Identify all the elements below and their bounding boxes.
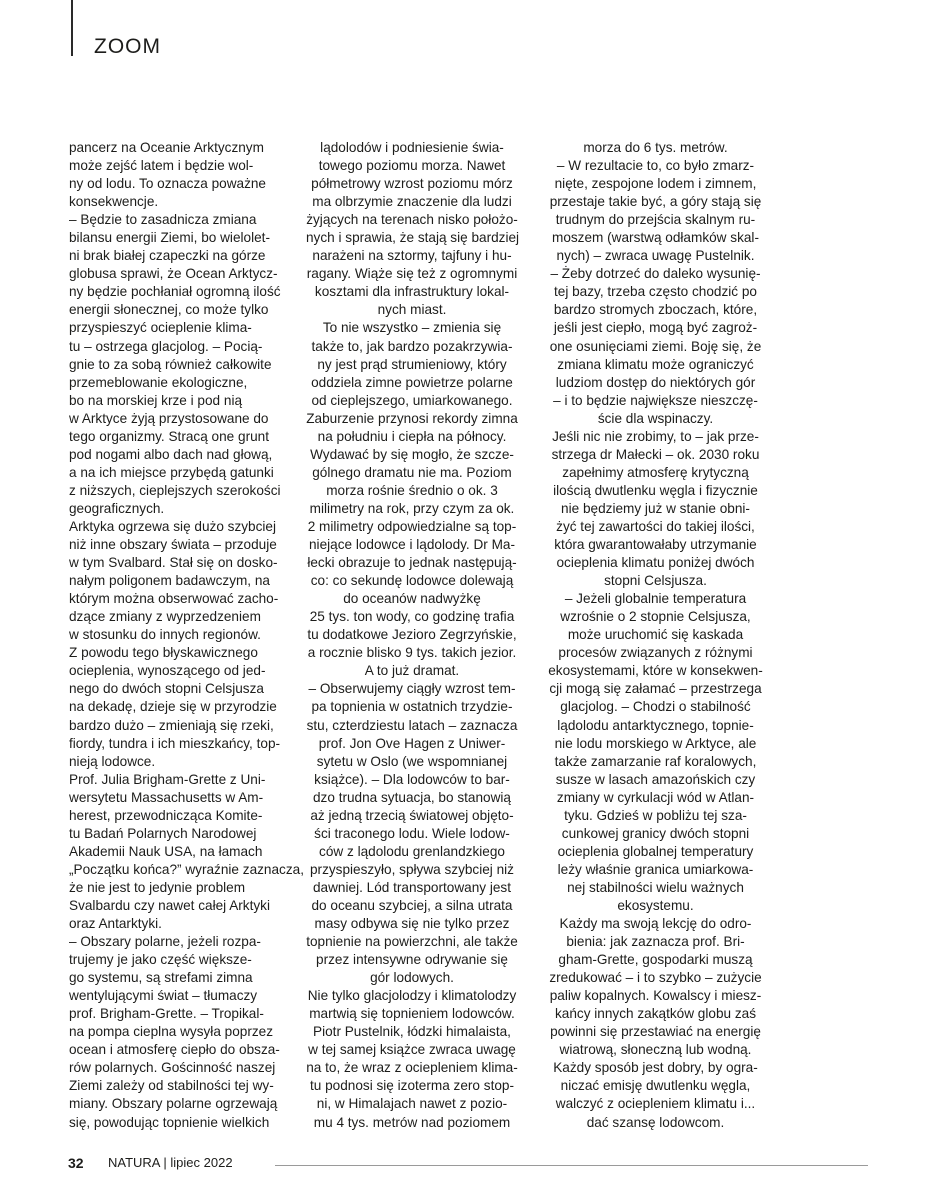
- text-line: zredukować – i to szybko – zużycie: [549, 970, 762, 986]
- text-line: Nie tylko glacjolodzy i klimatolodzy: [307, 988, 517, 1004]
- text-line: ny będzie pochłaniał ogromną ilość: [69, 284, 281, 300]
- text-line: Z powodu tego błyskawicznego: [69, 645, 258, 661]
- text-line: która gwarantowałaby utrzymanie: [554, 537, 757, 553]
- text-line: ni brak białej czapeczki na górze: [69, 248, 266, 264]
- text-line: masy odbywa się nie tylko przez: [314, 916, 510, 932]
- text-line: ni, w Himalajach nawet z pozio-: [316, 1096, 508, 1112]
- text-line: Arktyka ogrzewa się dużo szybciej: [69, 518, 277, 534]
- text-line: Svalbardu czy nawet całej Arktyki: [69, 897, 270, 913]
- text-line: stopni Celsjusza.: [604, 573, 707, 589]
- text-line: tego organizmy. Stracą one grunt: [69, 428, 269, 444]
- text-line: nie lodu morskiego w Arktyce, ale: [554, 735, 757, 751]
- text-line: – Obserwujemy ciągły wzrost tem-: [308, 681, 516, 697]
- text-line: sytetu w Oslo (we wspomnianej: [316, 753, 508, 769]
- text-line: milimetry na rok, przy czym za ok.: [309, 500, 515, 516]
- text-line: tyku. Gdzieś w pobliżu tej sza-: [564, 807, 747, 823]
- text-line: na pompa cieplna wysyła poprzez: [69, 1024, 274, 1040]
- text-line: procesów związanych z różnymi: [558, 645, 753, 661]
- text-line: narażeni na sztormy, tajfuny i hu-: [312, 248, 512, 264]
- text-line: geograficznych.: [69, 500, 165, 516]
- text-line: także to, jak bardzo pozakrzywia-: [311, 338, 513, 354]
- text-line: wiatrową, słoneczną lub wodną.: [559, 1042, 752, 1058]
- text-line: dzo trudna sytuacja, bo stanowią: [313, 789, 511, 805]
- text-line: może uruchomić się kaskada: [567, 627, 744, 643]
- footer-credit: [108, 1155, 233, 1170]
- text-line: ilością dwutlenku węgla i fizycznie: [553, 482, 758, 498]
- text-line: ocieplenia globalnej temperatury: [557, 843, 754, 859]
- text-line: oraz Antarktyki.: [69, 916, 162, 932]
- text-line: a na ich miejsce przybędą gatunki: [69, 464, 274, 480]
- text-line: prof. Jon Ove Hagen z Uniwer-: [318, 735, 506, 751]
- text-line: moszem (warstwą odłamków skal-: [552, 230, 759, 246]
- text-line: z niższych, cieplejszych szerokości: [69, 482, 281, 498]
- text-line: powinni się przestawiać na energię: [550, 1024, 761, 1040]
- text-line: one osunięciami ziemi. Boję się, że: [549, 338, 762, 354]
- text-line: ny od lodu. To oznacza poważne: [69, 176, 266, 192]
- text-line: tu dodatkowe Jezioro Zegrzyńskie,: [307, 627, 517, 643]
- text-line: oddziela zimne powietrze polarne: [311, 374, 513, 390]
- text-line: wersytetu Massachusetts w Am-: [69, 789, 264, 805]
- text-line: książce). – Dla lodowców to bar-: [314, 771, 510, 787]
- text-line: trudnym do przejścia skalnym ru-: [555, 212, 756, 228]
- text-line: ocieplenia klimatu poniżej dwóch: [556, 555, 755, 571]
- text-line: stu, czterdziestu latach – zaznacza: [306, 717, 518, 733]
- text-line: ragany. Wiąże się też z ogromnymi: [306, 266, 518, 282]
- text-line: miany. Obszary polarne ogrzewają: [69, 1096, 278, 1112]
- page-number: 32: [68, 1155, 84, 1171]
- text-line: ludziom dostęp do niektórych gór: [555, 374, 756, 390]
- footer-rule: [275, 1165, 868, 1166]
- text-line: przemeblowanie ekologiczne,: [69, 374, 248, 390]
- text-line: tej bazy, trzeba często chodzić po: [553, 284, 757, 300]
- text-line: – W rezultacie to, co było zmarz-: [556, 158, 755, 174]
- text-line: pa topnienia w ostatnich trzydzie-: [311, 699, 513, 715]
- text-line: rów polarnych. Gościnność naszej: [69, 1060, 276, 1076]
- text-line: Każdy sposób jest dobry, by ogra-: [553, 1060, 758, 1076]
- text-line: A to już dramat.: [364, 663, 460, 679]
- text-line: walczyć z ociepleniem klimatu i...: [555, 1096, 756, 1112]
- text-line: strzega dr Małecki – ok. 2030 roku: [551, 446, 760, 462]
- text-line: nie będziemy już w stanie obni-: [561, 500, 750, 516]
- text-line: ekosystemu.: [617, 897, 694, 913]
- text-line: dzące zmiany z wyprzedzeniem: [69, 609, 261, 625]
- text-line: nej stabilności wielu ważnych: [567, 879, 744, 895]
- article-column-1: [69, 139, 304, 1132]
- text-line: a rocznie blisko 9 tys. takich jezior.: [307, 645, 517, 661]
- text-line: nałym poligonem badawczym, na: [69, 573, 270, 589]
- text-line: – Żeby dotrzeć do daleko wysunię-: [550, 266, 761, 282]
- text-line: pod nogami albo dach nad głową,: [69, 446, 273, 462]
- text-line: „Początku końca?” wyraźnie zaznacza,: [69, 861, 304, 877]
- text-line: ekosystemami, które w konsekwen-: [548, 663, 763, 679]
- text-line: ocean i atmosferę ciepło do obsza-: [69, 1042, 280, 1058]
- text-line: ści traconego lodu. Wiele lodow-: [314, 825, 510, 841]
- text-line: na to, że wraz z ociepleniem klima-: [306, 1060, 518, 1076]
- text-line: konsekwencje.: [69, 194, 159, 210]
- text-line: prof. Brigham-Grette. – Tropikal-: [69, 1006, 264, 1022]
- text-line: aż jedną trzecią światowej objęto-: [310, 807, 514, 823]
- text-line: go systemu, są strefami zimna: [69, 970, 253, 986]
- text-line: wentylującymi świat – tłumaczy: [69, 988, 258, 1004]
- text-line: cji mogą się załamać – przestrzega: [549, 681, 762, 697]
- text-line: ma olbrzymie znaczenie dla ludzi: [312, 194, 512, 210]
- text-line: bo na morskiej krze i pod nią: [69, 392, 243, 408]
- article-column-3: [548, 139, 763, 1132]
- text-line: zmiany w cyrkulacji wód w Atlan-: [556, 789, 755, 805]
- text-line: przestaje takie być, a góry stają się: [549, 194, 762, 210]
- text-line: przez intensywne odrywanie się: [316, 952, 508, 968]
- text-line: energii słonecznej, co może tylko: [69, 302, 269, 318]
- text-line: cunkowej granicy dwóch stopni: [561, 825, 750, 841]
- text-line: tu podnosi się izoterma zero stop-: [309, 1078, 514, 1094]
- text-line: w tej samej książce zwraca uwagę: [308, 1042, 516, 1058]
- text-line: nych i sprawia, że stają się bardziej: [306, 230, 520, 246]
- text-line: fiordy, tundra i ich mieszkańcy, top-: [69, 735, 281, 751]
- text-line: lądolodu antarktycznego, topnie-: [557, 717, 754, 733]
- text-line: globusa sprawi, że Ocean Arktycz-: [69, 266, 278, 282]
- text-line: Ziemi zależy od stabilności tej wy-: [69, 1078, 274, 1094]
- text-line: 25 tys. ton wody, co godzinę trafia: [309, 609, 515, 625]
- text-line: zapełnimy atmosferę krytyczną: [562, 464, 749, 480]
- text-line: co: co sekundę lodowce dolewają: [310, 573, 514, 589]
- magazine-name: NATURA: [108, 1155, 160, 1170]
- text-line: zmiana klimatu może ograniczyć: [557, 356, 754, 372]
- text-line: tu Badań Polarnych Narodowej: [69, 825, 257, 841]
- issue-date: lipiec 2022: [170, 1155, 233, 1170]
- text-line: mu 4 tys. metrów nad poziomem: [313, 1114, 511, 1130]
- text-line: Piotr Pustelnik, łódzki himalaista,: [313, 1024, 511, 1040]
- text-line: nięte, zespojone lodem i zimnem,: [554, 176, 757, 192]
- text-line: łecki obrazuje to jednak następują-: [307, 555, 517, 571]
- text-line: Zaburzenie przynosi rekordy zimna: [306, 410, 518, 426]
- text-line: – Będzie to zasadnicza zmiana: [69, 212, 257, 228]
- text-line: do oceanów nadwyżkę: [343, 591, 481, 607]
- text-line: niczać emisję dwutlenku węgla,: [560, 1078, 751, 1094]
- text-line: gór lodowych.: [370, 970, 454, 986]
- text-line: przyspieszyło, spływa szybciej niż: [310, 861, 514, 877]
- text-line: gnie to za sobą również całkowite: [69, 356, 272, 372]
- text-line: pancerz na Oceanie Arktycznym: [69, 140, 264, 155]
- text-line: ny jest prąd strumieniowy, który: [317, 356, 507, 372]
- text-line: nych miast.: [377, 302, 447, 318]
- text-line: że nie jest to jedynie problem: [69, 879, 246, 895]
- text-line: gólnego dramatu nie ma. Poziom: [312, 464, 512, 480]
- text-line: nieją lodowce.: [69, 753, 156, 769]
- text-line: bilansu energii Ziemi, bo wielolet-: [69, 230, 270, 246]
- text-line: w Arktyce żyją przystosowane do: [69, 410, 269, 426]
- text-line: morza rośnie średnio o ok. 3: [326, 482, 498, 498]
- text-line: półmetrowy wzrost poziomu mórz: [311, 176, 513, 192]
- text-line: trujemy je jako część większe-: [69, 952, 252, 968]
- text-line: lądolodów i podniesienie świa-: [320, 140, 504, 155]
- text-line: w stosunku do innych regionów.: [69, 627, 261, 643]
- text-line: leży właśnie granica umiarkowa-: [557, 861, 754, 877]
- text-line: martwią się topnieniem lodowców.: [309, 1006, 515, 1022]
- text-line: bardzo stromych zboczach, które,: [553, 302, 758, 318]
- text-line: od cieplejszego, umiarkowanego.: [311, 392, 513, 408]
- text-line: kańcy innych zakątków globu zaś: [555, 1006, 756, 1022]
- text-line: wzrośnie o 2 stopnie Celsjusza,: [560, 609, 751, 625]
- text-line: także zamarzanie raf koralowych,: [554, 753, 757, 769]
- text-line: – Jeżeli globalnie temperatura: [564, 591, 747, 607]
- text-line: kosztami dla infrastruktury lokal-: [314, 284, 510, 300]
- text-line: Każdy ma swoją lekcję do odro-: [559, 916, 752, 932]
- text-line: Akademii Nauk USA, na łamach: [69, 843, 263, 859]
- footer-separator: |: [163, 1155, 167, 1170]
- text-line: ocieplenia, wynoszącego od jed-: [69, 663, 266, 679]
- section-label: ZOOM: [94, 35, 161, 58]
- text-line: topnienie na powierzchni, ale także: [306, 934, 518, 950]
- text-line: na południu i ciepła na północy.: [317, 428, 507, 444]
- text-line: 2 milimetry odpowiedzialne są top-: [307, 518, 517, 534]
- text-line: towego poziomu morza. Nawet: [318, 158, 506, 174]
- text-line: Wydawać by się mogło, że szcze-: [310, 446, 514, 462]
- text-line: przyspieszyć ocieplenie klima-: [69, 320, 252, 336]
- text-line: paliw kopalnych. Kowalscy i miesz-: [549, 988, 762, 1004]
- text-line: na dekadę, dzieje się w przyrodzie: [69, 699, 277, 715]
- text-line: nych) – zwraca uwagę Pustelnik.: [556, 248, 755, 264]
- text-line: w tym Svalbard. Stał się on dosko-: [69, 555, 278, 571]
- article-column-2: [306, 139, 518, 1132]
- text-line: Jeśli nic nie zrobimy, to – jak prze-: [552, 428, 759, 444]
- text-line: dać szansę lodowcom.: [586, 1114, 725, 1130]
- text-line: jeśli jest ciepło, mogą być zagroż-: [553, 320, 758, 336]
- text-line: Prof. Julia Brigham-Grette z Uni-: [69, 771, 266, 787]
- text-line: nego do dwóch stopni Celsjusza: [69, 681, 264, 697]
- text-line: bienia: jak zaznacza prof. Bri-: [566, 934, 745, 950]
- text-line: dawniej. Lód transportowany jest: [313, 879, 511, 895]
- text-line: niejące lodowce i lądolody. Dr Ma-: [308, 537, 516, 553]
- text-line: herest, przewodnicząca Komite-: [69, 807, 263, 823]
- section-rule: [71, 0, 73, 56]
- text-line: gham-Grette, gospodarki muszą: [558, 952, 753, 968]
- text-line: niż inne obszary świata – przoduje: [69, 537, 277, 553]
- text-line: którym można obserwować zacho-: [69, 591, 279, 607]
- text-line: To nie wszystko – zmienia się: [322, 320, 502, 336]
- text-line: glacjolog. – Chodzi o stabilność: [560, 699, 751, 715]
- text-line: susze w lasach amazońskich czy: [555, 771, 756, 787]
- text-line: żyć tej zawartości do takiej ilości,: [556, 518, 755, 534]
- text-line: bardzo dużo – zmieniają się rzeki,: [69, 717, 274, 733]
- text-line: do oceanu szybciej, a silna utrata: [311, 897, 513, 913]
- text-line: ście dla wspinaczy.: [597, 410, 714, 426]
- text-line: się, powodując topnienie wielkich: [69, 1114, 270, 1130]
- text-line: żyjących na terenach nisko położo-: [306, 212, 518, 228]
- text-line: może zejść latem i będzie wol-: [69, 158, 254, 174]
- text-line: – Obszary polarne, jeżeli rozpa-: [69, 934, 261, 950]
- text-line: – i to będzie największe nieszczę-: [553, 392, 758, 408]
- text-line: morza do 6 tys. metrów.: [583, 140, 728, 155]
- text-line: tu – ostrzega glacjolog. – Pocią-: [69, 338, 263, 354]
- text-line: ców z lądolodu grenlandzkiego: [319, 843, 505, 859]
